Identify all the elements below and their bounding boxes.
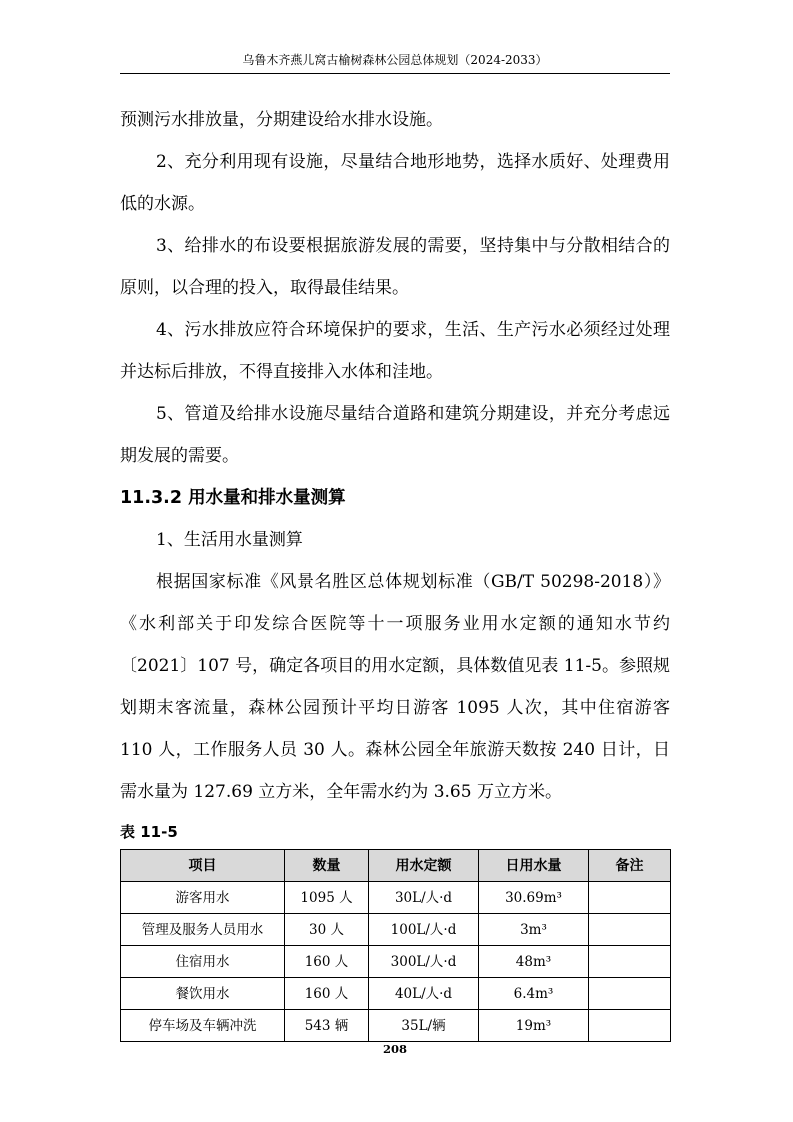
table-cell: 30.69m³	[479, 882, 589, 914]
table-cell: 300L/人·d	[369, 946, 479, 978]
page-header: 乌鲁木齐燕儿窝古榆树森林公园总体规划（2024-2033）	[242, 53, 548, 67]
table-cell: 543 辆	[285, 1010, 369, 1042]
table-caption: 表 11-5	[120, 823, 178, 841]
paragraph: 根据国家标准《风景名胜区总体规划标准（GB/T 50298-2018）》《水利部关于印发综合医院等十一项服务业用水定额的通知水节约〔2021〕107 号，确定各项目的用水定额，具体数值见表 11-5。参照规划期末客流量，森林公园预计平均日游客 1095 人次，其中住宿游客 110 人，工作服务人员 30 人。森林公园全年旅游天数按 240 日计，日需水量为 127.69 立方米，全年需水约为 3.65 万立方米。	[120, 572, 670, 802]
table-cell	[589, 914, 671, 946]
table-cell: 100L/人·d	[369, 914, 479, 946]
table-cell: 游客用水	[121, 882, 285, 914]
water-usage-table	[120, 849, 671, 1042]
header-rule	[120, 73, 670, 74]
table-cell	[589, 882, 671, 914]
page-number: 208	[382, 1042, 407, 1056]
table-cell	[589, 978, 671, 1010]
table-cell: 30 人	[285, 914, 369, 946]
table-cell: 停车场及车辆冲洗	[121, 1010, 285, 1042]
table-cell: 35L/辆	[369, 1010, 479, 1042]
table-cell: 40L/人·d	[369, 978, 479, 1010]
document-body	[120, 99, 670, 1042]
table-header-cell: 用水定额	[369, 850, 479, 882]
table-cell: 19m³	[479, 1010, 589, 1042]
table-row	[121, 1010, 671, 1042]
table-cell: 住宿用水	[121, 946, 285, 978]
table-cell	[589, 1010, 671, 1042]
table-cell: 30L/人·d	[369, 882, 479, 914]
table-cell: 1095 人	[285, 882, 369, 914]
section-heading: 11.3.2 用水量和排水量测算	[120, 488, 346, 508]
paragraph: 5、管道及给排水设施尽量结合道路和建筑分期建设，并充分考虑远期发展的需要。	[120, 404, 670, 466]
table-cell: 3m³	[479, 914, 589, 946]
paragraph: 3、给排水的布设要根据旅游发展的需要，坚持集中与分散相结合的原则，以合理的投入，取得最佳结果。	[120, 236, 670, 298]
paragraph: 4、污水排放应符合环境保护的要求，生活、生产污水必须经过处理并达标后排放，不得直接排入水体和洼地。	[120, 320, 670, 382]
table-row	[121, 946, 671, 978]
table-row	[121, 978, 671, 1010]
table-header-cell: 日用水量	[479, 850, 589, 882]
table-header-cell: 数量	[285, 850, 369, 882]
table-cell: 48m³	[479, 946, 589, 978]
table-cell: 餐饮用水	[121, 978, 285, 1010]
table-header-row	[121, 850, 671, 882]
paragraph: 1、生活用水量测算	[156, 530, 303, 550]
table-row	[121, 914, 671, 946]
paragraph: 2、充分利用现有设施，尽量结合地形地势，选择水质好、处理费用低的水源。	[120, 152, 670, 214]
table-cell: 6.4m³	[479, 978, 589, 1010]
table-header-cell: 备注	[589, 850, 671, 882]
table-cell: 管理及服务人员用水	[121, 914, 285, 946]
table-row	[121, 882, 671, 914]
paragraph: 预测污水排放量，分期建设给水排水设施。	[120, 110, 443, 130]
table-cell	[589, 946, 671, 978]
table-header-cell: 项目	[121, 850, 285, 882]
table-cell: 160 人	[285, 978, 369, 1010]
table-cell: 160 人	[285, 946, 369, 978]
